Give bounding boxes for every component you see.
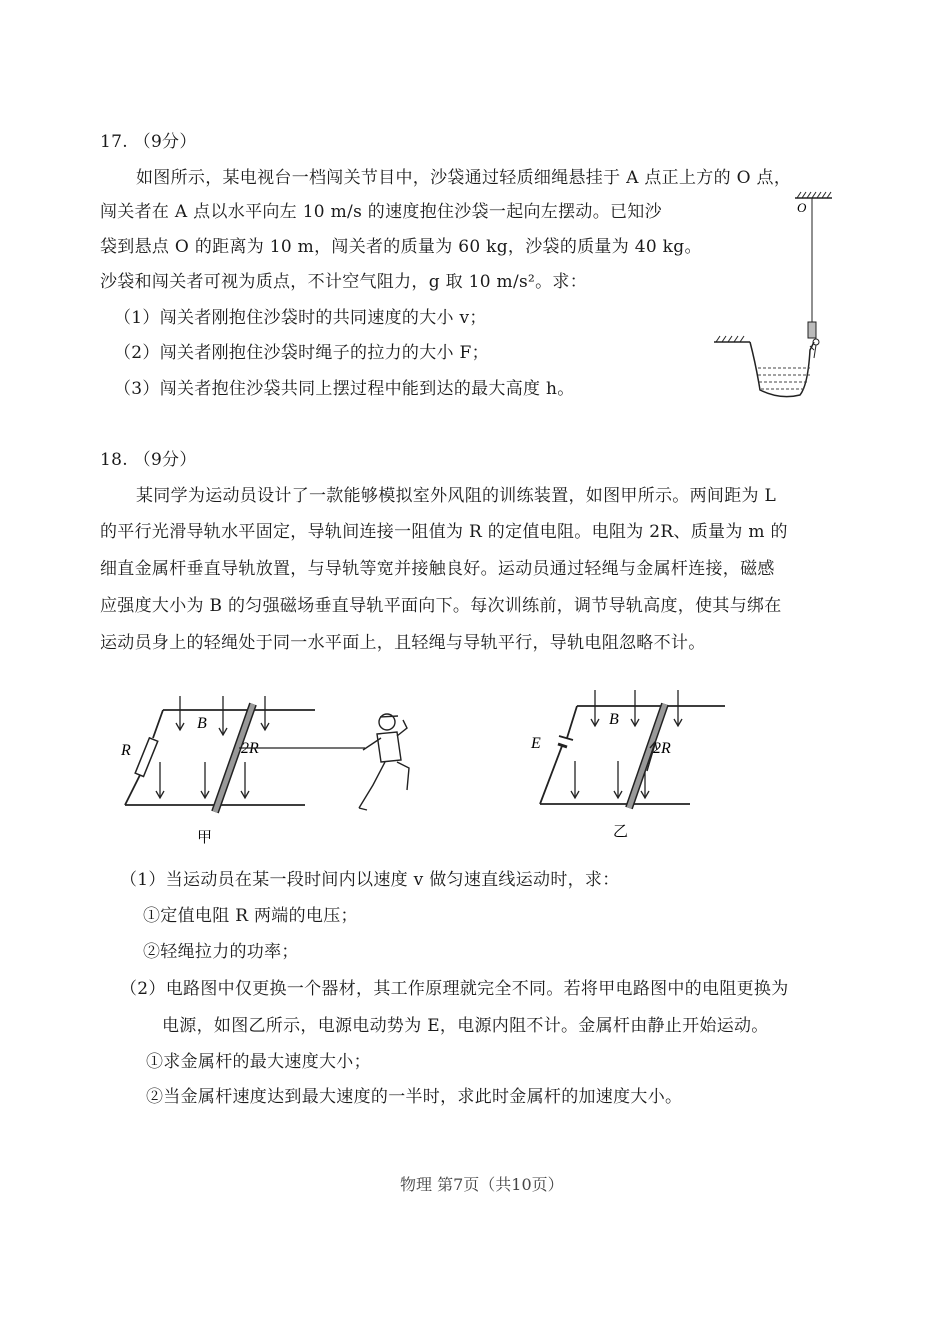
q18-part1-b: ②轻绳拉力的功率； — [143, 942, 299, 962]
battery-icon — [559, 736, 573, 740]
figure-yi — [525, 686, 735, 846]
q18-line-5: 运动员身上的轻绳处于同一水平面上，且轻绳与导轨平行，导轨电阻忽略不计。 — [100, 633, 706, 653]
q17-header: 17. （9分） — [100, 132, 197, 152]
page-footer: 物理 第7页（共10页） — [400, 1175, 564, 1194]
q17-figure — [700, 190, 840, 410]
q17-line-4: 沙袋和闯关者可视为质点，不计空气阻力，g 取 10 m/s²。求： — [100, 272, 588, 292]
figure-jia — [115, 690, 425, 855]
q18-part1-a: ①定值电阻 R 两端的电压； — [143, 906, 358, 926]
q18-line-3: 细直金属杆垂直导轨放置，与导轨等宽并接触良好。运动员通过轻绳与金属杆连接，磁感 — [100, 559, 775, 579]
label-r: R — [121, 742, 131, 759]
q18-line-1: 某同学为运动员设计了一款能够模拟室外风阻的训练装置，如图甲所示。两间距为 L — [136, 486, 777, 506]
label-rod: 2R — [241, 740, 259, 757]
q18-part1: （1）当运动员在某一段时间内以速度 v 做匀速直线运动时，求： — [120, 870, 620, 890]
q18-header: 18. （9分） — [100, 450, 197, 470]
q18-part2-line2: 电源，如图乙所示，电源电动势为 E，电源内阻不计。金属杆由静止开始运动。 — [162, 1016, 769, 1036]
q18-part2-line1: （2）电路图中仅更换一个器材，其工作原理就完全不同。若将甲电路图中的电阻更换为 — [120, 979, 789, 999]
q17-sub-1: （1）闯关者刚抱住沙袋时的共同速度的大小 v； — [114, 308, 487, 328]
sandbag-icon — [808, 322, 816, 338]
caption-yi: 乙 — [613, 824, 629, 840]
label-b: B — [197, 715, 207, 732]
q18-line-2: 的平行光滑导轨水平固定，导轨间连接一阻值为 R 的定值电阻。电阻为 2R、质量为 m 的 — [100, 522, 788, 542]
label-o: O — [797, 200, 807, 215]
q17-sub-3: （3）闯关者抱住沙袋共同上摆过程中能到达的最大高度 h。 — [114, 379, 575, 399]
label-b2: B — [609, 711, 619, 728]
q17-line-2: 闯关者在 A 点以水平向左 10 m/s 的速度抱住沙袋一起向左摆动。已知沙 — [100, 202, 662, 222]
caption-jia: 甲 — [197, 830, 213, 846]
q17-sub-2: （2）闯关者刚抱住沙袋时绳子的拉力的大小 F； — [114, 343, 489, 363]
resistor-icon — [135, 738, 158, 777]
q18-part2-b: ②当金属杆速度达到最大速度的一半时，求此时金属杆的加速度大小。 — [146, 1087, 683, 1107]
runner-icon — [359, 714, 409, 810]
q18-line-4: 应强度大小为 B 的匀强磁场垂直导轨平面向下。每次训练前，调节导轨高度，使其与绑在 — [100, 596, 782, 616]
label-rod2: 2R — [653, 740, 671, 757]
q17-line-1: 如图所示，某电视台一档闯关节目中，沙袋通过轻质细绳悬挂于 A 点正上方的 O 点， — [136, 168, 792, 188]
label-e: E — [531, 735, 541, 752]
q18-part2-a: ①求金属杆的最大速度大小； — [146, 1052, 371, 1072]
q17-line-3: 袋到悬点 O 的距离为 10 m，闯关者的质量为 60 kg，沙袋的质量为 40 kg。 — [100, 237, 702, 257]
